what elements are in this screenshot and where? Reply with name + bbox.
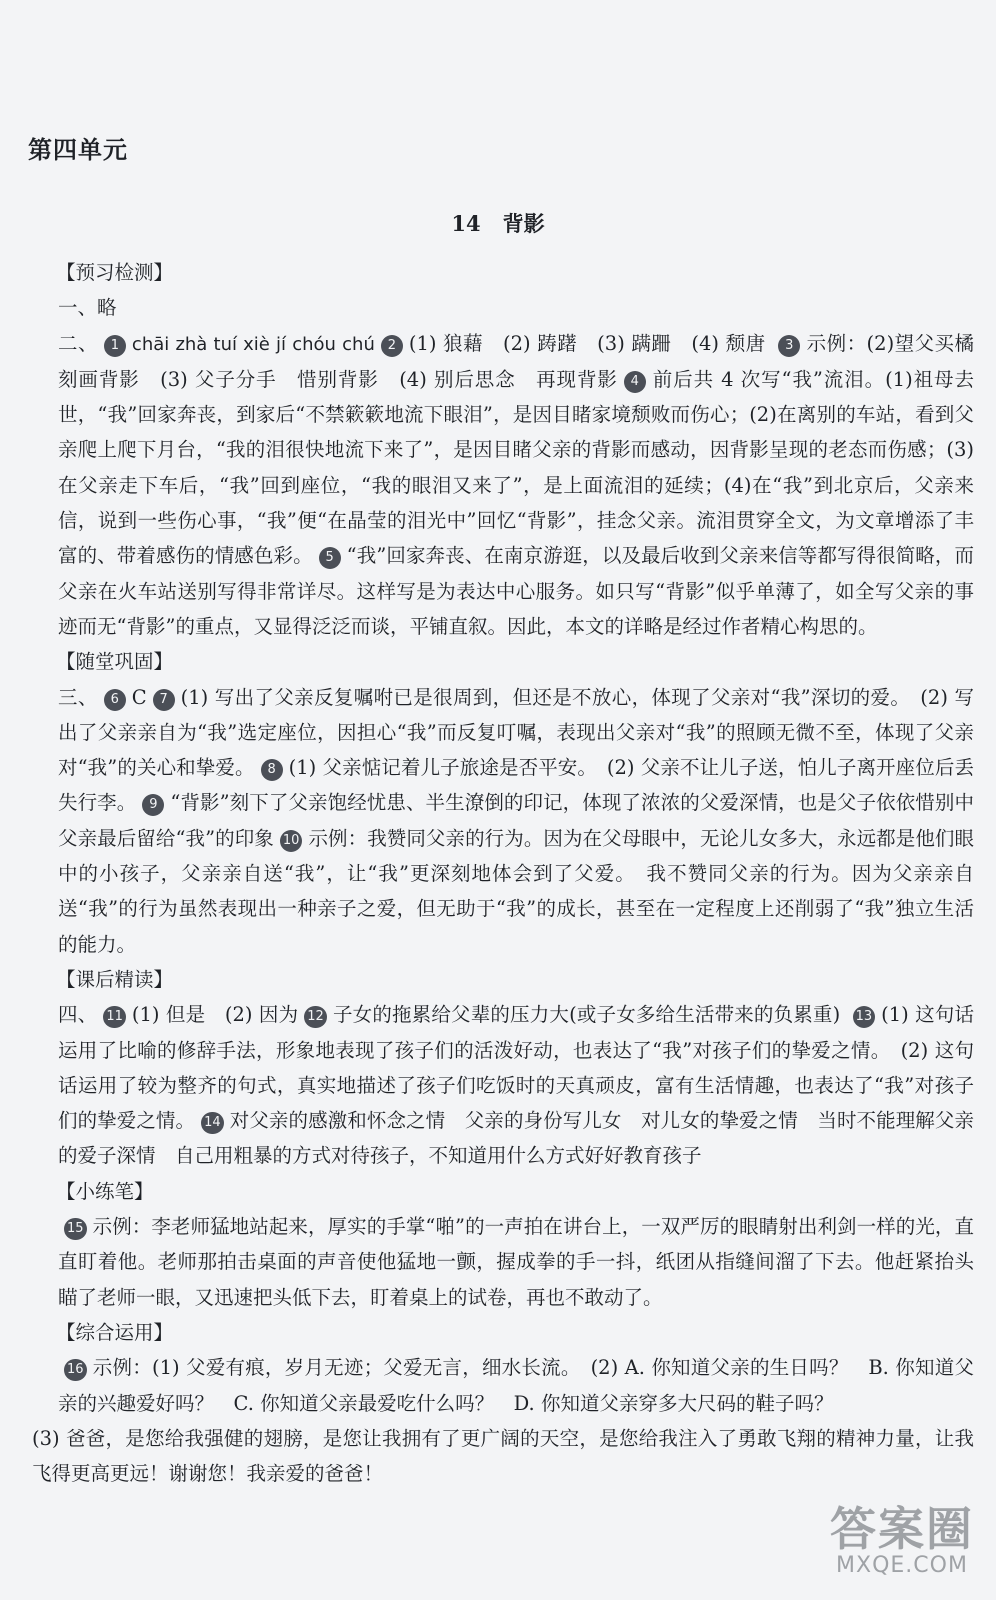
answer-body xyxy=(32,255,994,1491)
answer-text: (1) 狼藉 (2) 踌躇 (3) 蹒跚 (4) 颓唐 xyxy=(408,331,766,355)
watermark-logo-text: 答案圈 xyxy=(830,1502,974,1556)
question-marker: 9 xyxy=(142,794,164,816)
section-header-reading: 【课后精读】 xyxy=(56,967,174,991)
question-marker: 10 xyxy=(280,830,303,852)
answer-text: “背影”刻下了父亲饱经忧患、半生潦倒的印记，体现了浓浓的父爱深情，也是父子依依惜别中父亲最后留给“我”的印象 xyxy=(58,791,974,850)
question-marker: 6 xyxy=(104,689,126,711)
watermark-url: MXQE.COM xyxy=(836,1553,968,1578)
answer-text: 示例：我赞同父亲的行为。因为在父母眼中，无论儿女多大，永远都是他们眼中的小孩子，父亲亲自送“我”，让“我”更深刻地体会到了父爱。 我不赞同父亲的行为。因为父亲亲自送“我”的行为虽然表现出一种亲子之爱，但无助于“我”的成长，甚至在一定程度上还削弱了“我”独立生活的能力。 xyxy=(58,826,974,956)
answer-text: (1) 但是 (2) 因为 xyxy=(131,1003,299,1027)
section-header-practice: 【小练笔】 xyxy=(56,1179,154,1203)
question-marker: 3 xyxy=(778,335,800,357)
question-marker: 12 xyxy=(304,1006,327,1028)
answer-text: 对父亲的感激和怀念之情 父亲的身份写儿女 对儿女的挚爱之情 当时不能理解父亲的爱子深情 自己用粗暴的方式对待孩子，不知道用什么方式好好教育孩子 xyxy=(58,1109,974,1168)
lesson-title xyxy=(0,208,996,238)
answer-text: C xyxy=(131,685,147,709)
answer-text: “我”回家奔丧、在南京游逛，以及最后收到父亲来信等都写得很简略，而父亲在火车站送别写得非常详尽。这样写是为表达中心服务。如只写“背影”似乎单薄了，如全写父亲的事迹而无“背影”的重点，又显得泛泛而谈，平铺直叙。因此，本文的详略是经过作者精心构思的。 xyxy=(58,544,974,638)
answer-text: 前后共 4 次写“我”流泪。(1)祖母去世，“我”回家奔丧，到家后“不禁簌簌地流下眼泪”，是因目睹家境颓败而伤心；(2)在离别的车站，看到父亲爬上爬下月台，“我的泪很快地流下来了”，是因目睹父亲的背影而感动，因背影呈现的老态而伤感；(3)在父亲走下车后，“我”回到座位，“我的眼泪又来了”，是上面流泪的延续；(4)在“我”到北京后，父亲来信，说到一些伤心事，“我”便“在晶莹的泪光中”回忆“背影”，挂念父亲。流泪贯穿全文，为文章增添了丰富的、带着感伤的情感色彩。 xyxy=(58,367,974,568)
question-marker: 1 xyxy=(104,335,126,357)
answer-text: 示例：(2)望父买橘 刻画背影 (3) 父子分手 惜别背影 (4) 别后思念 再现背影 xyxy=(58,331,994,391)
answer-q1: 一、略 xyxy=(58,296,117,320)
lesson-number: 14 xyxy=(451,211,481,236)
answer-text: 示例：李老师猛地站起来，厚实的手掌“啪”的一声拍在讲台上，一双严厉的眼睛射出利剑一样的光，直直盯着他。老师那拍击桌面的声音使他猛地一颤，握成拳的手一抖，纸团从指缝间溜了下去。他赶紧抬头瞄了老师一眼，又迅速把头低下去，盯着桌上的试卷，再也不敢动了。 xyxy=(58,1215,974,1309)
section-header-classwork: 【随堂巩固】 xyxy=(56,650,174,674)
answer-q15-block xyxy=(32,1209,974,1315)
answer-text: 子女的拖累给父辈的压力大(或子女多给生活带来的负累重) xyxy=(332,1003,841,1027)
question-marker: 4 xyxy=(624,371,646,393)
site-watermark xyxy=(830,1502,974,1578)
lesson-name: 背影 xyxy=(502,211,545,236)
answer-text: 示例：(1) 父爱有痕，岁月无迹；父爱无言，细水长流。 (2) A. 你知道父亲的生日吗？ B. 你知道父亲的兴趣爱好吗？ C. 你知道父亲最爱吃什么吗？ D. 你知道父亲穿多大尺码的鞋子吗？ xyxy=(58,1356,974,1415)
answer-q16-part3: (3) 爸爸，是您给我强健的翅膀，是您让我拥有了更广阔的天空，是您给我注入了勇敢飞翔的精神力量，让我飞得更高更远！谢谢您！我亲爱的爸爸！ xyxy=(32,1426,974,1486)
question-marker: 13 xyxy=(853,1006,876,1028)
question-marker: 8 xyxy=(261,759,283,781)
answer-text: (1) 父亲惦记着儿子旅途是否平安。 (2) 父亲不让儿子送，怕儿子离开座位后丢失行李。 xyxy=(58,756,974,815)
question-marker: 16 xyxy=(64,1359,87,1381)
question-marker: 2 xyxy=(381,335,403,357)
q4-prefix: 四、 xyxy=(58,1003,98,1027)
question-marker: 7 xyxy=(153,689,175,711)
section-header-preview: 【预习检测】 xyxy=(56,261,174,284)
answer-text: (1) 写出了父亲反复嘱咐已是很周到，但还是不放心，体现了父亲对“我”深切的爱。 (2) 写出了父亲亲自为“我”选定座位，因担心“我”而反复叮嘱，表现出父亲对“我”的照顾无微不至，体现了父亲对“我”的关心和挚爱。 xyxy=(58,685,974,780)
answer-text: chāi zhà tuí xiè jí chóu chú xyxy=(131,333,375,355)
unit-title: 第四单元 xyxy=(28,136,128,164)
q2-prefix: 二、 xyxy=(58,331,98,355)
answer-q3-block xyxy=(32,680,974,962)
answer-text: (1) 这句话运用了比喻的修辞手法，形象地表现了孩子们的活泼好动，也表达了“我”对孩子们的挚爱之情。 (2) 这句话运用了较为整齐的句式，真实地描述了孩子们吃饭时的天真顽皮，富有生活情趣，也表达了“我”对孩子们的挚爱之情。 xyxy=(58,1003,974,1133)
answer-q2-block xyxy=(32,326,994,645)
answer-q4-block xyxy=(32,997,974,1173)
question-marker: 5 xyxy=(319,547,341,569)
answer-q16-block xyxy=(32,1350,974,1421)
question-marker: 15 xyxy=(64,1218,87,1240)
q3-prefix: 三、 xyxy=(58,685,98,709)
section-header-comprehensive: 【综合运用】 xyxy=(56,1320,174,1344)
question-marker: 11 xyxy=(103,1006,126,1028)
question-marker: 14 xyxy=(201,1112,224,1134)
